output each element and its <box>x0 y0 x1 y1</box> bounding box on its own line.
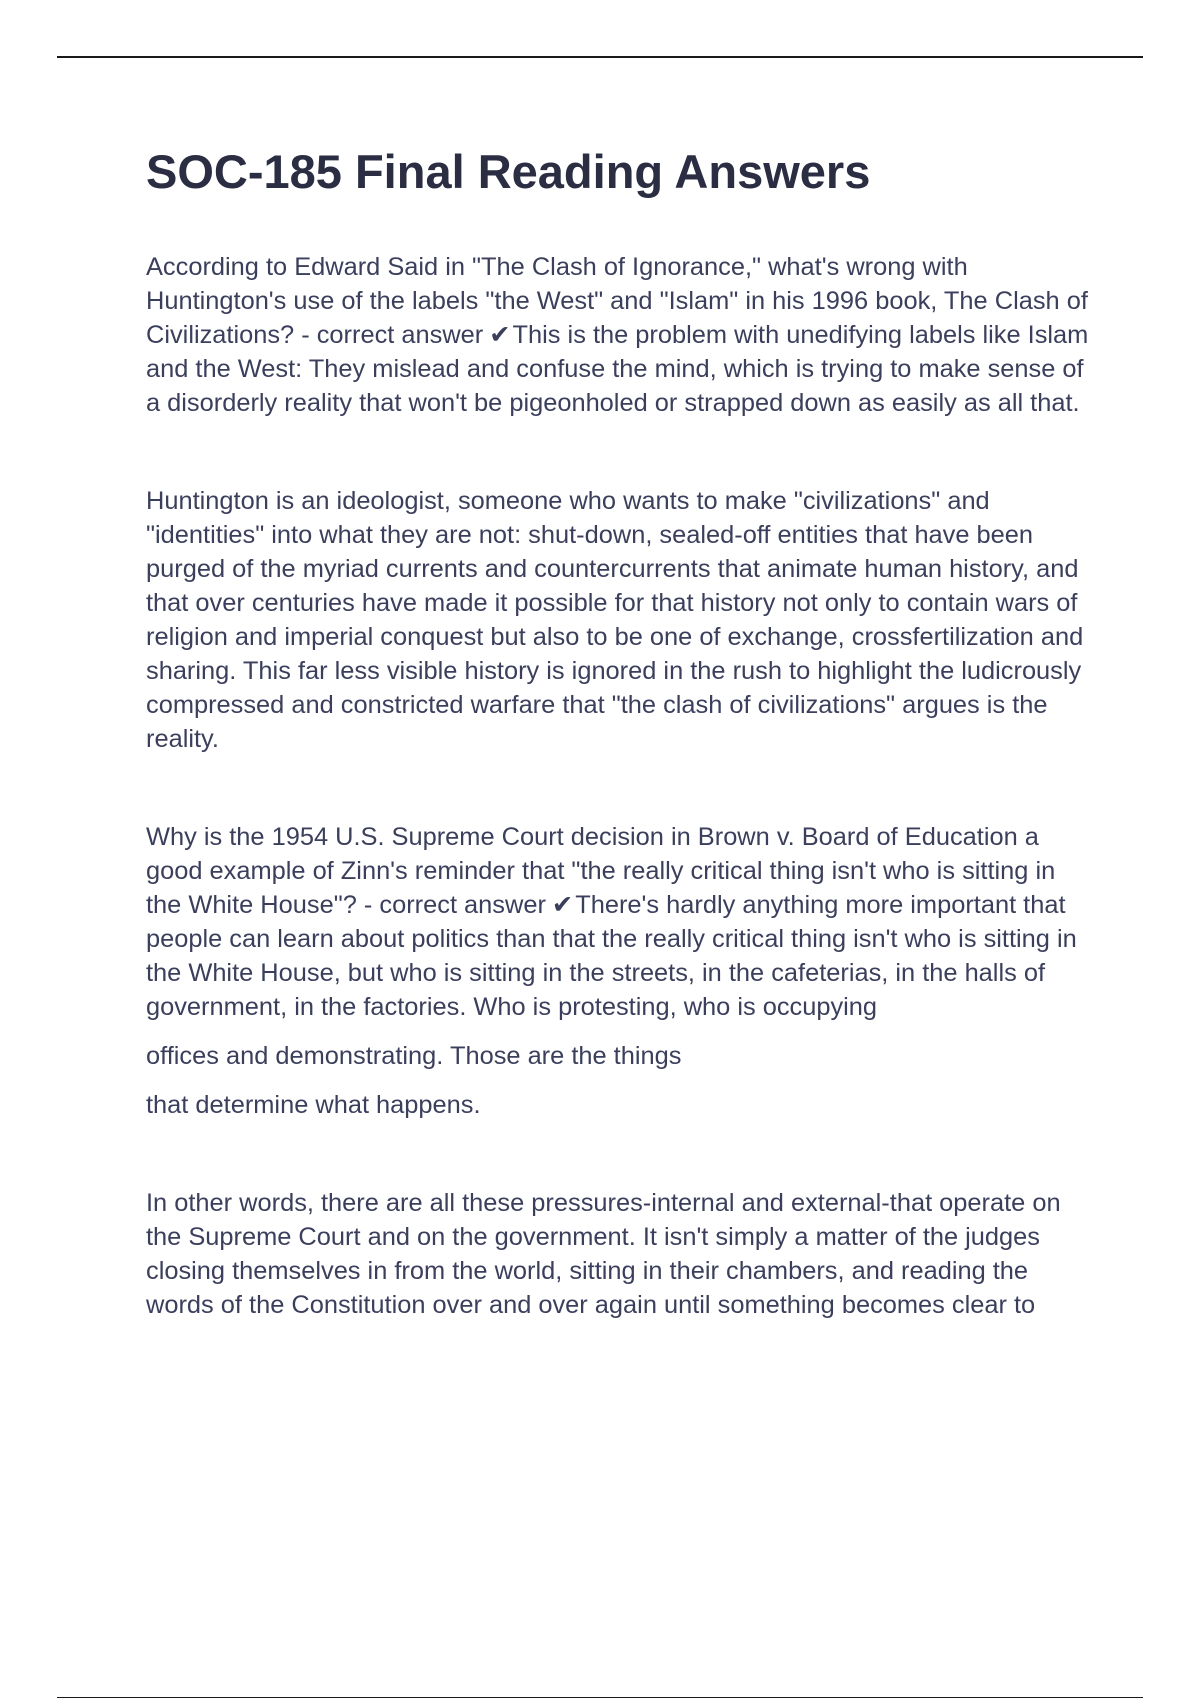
paragraph-4: In other words, there are all these pressures-internal and external-that operate on the Supreme Court and on the government. It isn't simply a matter of the judges closing themselves in from the world, sitting in their chambers, and reading the words of the Constitution over and over again until something becomes clear to <box>146 1189 1061 1319</box>
document-body <box>146 250 1091 1322</box>
question-text: Why is the 1954 U.S. Supreme Court decision in Brown v. Board of Education a good example of Zinn's reminder that "the really critical thing isn't who is sitting in the White House"? - <box>146 823 1056 919</box>
continuation-line-1: offices and demonstrating. Those are the things <box>146 1042 682 1070</box>
page-title: SOC-185 Final Reading Answers <box>146 145 871 198</box>
paragraph-2: Huntington is an ideologist, someone who wants to make "civilizations" and "identities" into what they are not: shut-down, sealed-off entities that have been purged of the myriad currents and countercurrents that animate human history, and that over centuries have made it possible for that history not only to contain wars of religion and imperial conquest but also to be one of exchange, crossfertilization and sharing. This far less visible history is ignored in the rush to highlight the ludicrously compressed and constricted warfare that "the clash of civilizations" argues is the reality. <box>146 487 1084 753</box>
continuation-line-2: that determine what happens. <box>146 1091 481 1119</box>
answer-marker: correct answer <box>316 321 484 349</box>
qa-entry-1 <box>146 250 1091 420</box>
bottom-rule <box>57 1697 1143 1698</box>
question-text: According to Edward Said in "The Clash of Ignorance," what's wrong with Huntington's use of the labels "the West" and "Islam" in his 1996 book, The Clash of Civilizations? - <box>146 253 1088 349</box>
answer-text: There's hardly anything more important that people can learn about politics than that the really critical thing isn't who is sitting in the White House, but who is sitting in the streets, in the cafeterias, in the halls of government, in the factories. Who is protesting, who is occupying <box>146 891 1077 1021</box>
answer-text: This is the problem with unedifying labels like Islam and the West: They mislead and confuse the mind, which is trying to make sense of a disorderly reality that won't be pigeonholed or strapped down as easily as all that. <box>146 321 1089 417</box>
answer-marker: correct answer <box>379 891 546 919</box>
qa-entry-2 <box>146 820 1091 1024</box>
checkmark-icon: ✔ <box>551 891 574 919</box>
top-rule <box>57 56 1143 58</box>
checkmark-icon: ✔ <box>489 321 511 349</box>
